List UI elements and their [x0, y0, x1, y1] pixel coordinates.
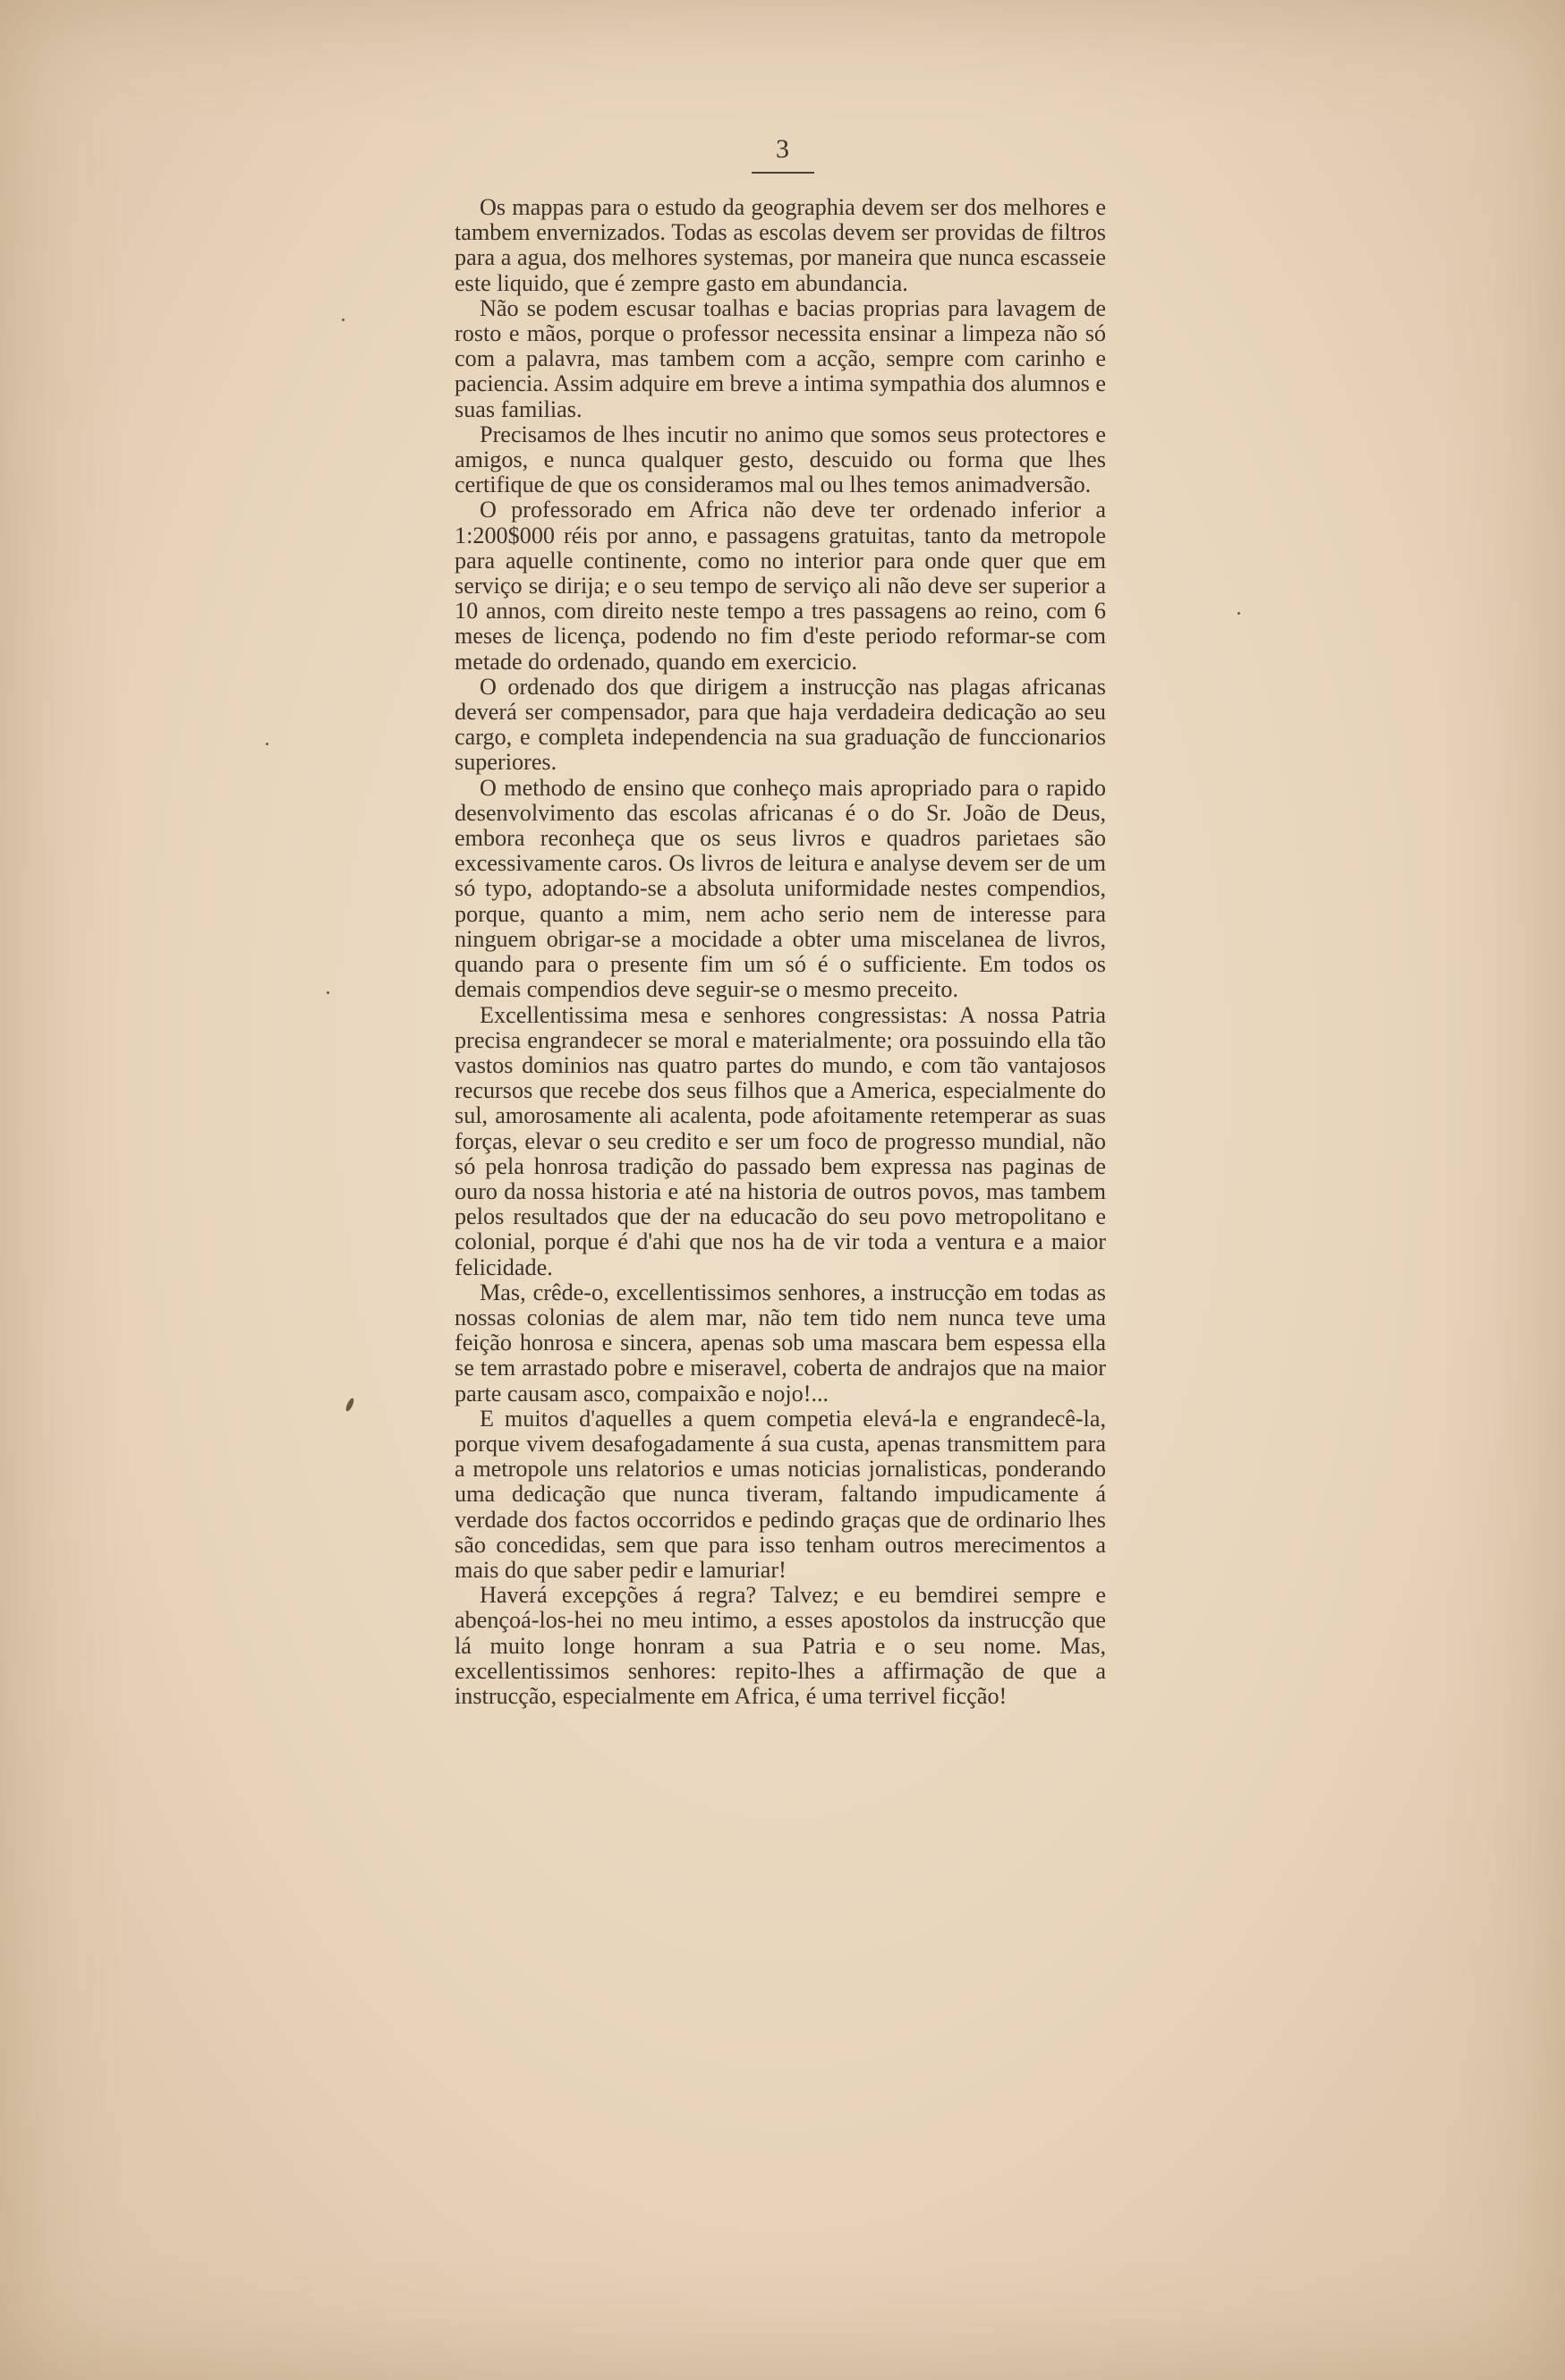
paragraph: Precisamos de lhes incutir no animo que somos seus protectores e amigos, e nunca qualquer gesto, descuido ou forma que lhes certifique de que os consideramos mal ou lhes temos animadversão. — [455, 421, 1106, 498]
page-number-rule — [752, 172, 814, 174]
page-number: 3 — [776, 134, 790, 164]
ink-speck — [342, 319, 344, 321]
ink-speck — [327, 991, 329, 994]
paragraph: Mas, crêde-o, excellentissimos senhores, a instrucção em todas as nossas colonias de alem mar, não tem tido nem nunca teve uma feição honrosa e sincera, apenas sob uma mascara bem espessa ella se tem arrastado pobre e miseravel, coberta de andrajos que na maior parte causam asco, compaixão e nojo!... — [455, 1279, 1106, 1407]
ink-speck — [266, 743, 268, 745]
paragraph: O ordenado dos que dirigem a instrucção nas plagas africanas deverá ser compensador, para que haja verdadeira dedicação ao seu cargo, e completa independencia na sua graduação de funccionarios superiores. — [455, 673, 1106, 776]
paragraph: Os mappas para o estudo da geographia devem ser dos melhores e tambem envernizados. Todas as escolas devem ser providas de filtros para a agua, dos melhores systemas, por maneira que nunca escasseie este liquido, que é zempre gasto em abundancia. — [455, 194, 1106, 296]
paragraph: O methodo de ensino que conheço mais apropriado para o rapido desenvolvimento das escolas africanas é o do Sr. João de Deus, embora reconheça que os seus livros e quadros parietaes são excessivamente caros. Os livros de leitura e analyse devem ser de um só typo, adoptando-se a absoluta uniformidade nestes compendios, porque, quanto a mim, nem acho serio nem de interesse para ninguem obrigar-se a mocidade a obter uma miscelanea de livros, quando para o presente fim um só é o sufficiente. Em todos os demais compendios deve seguir-se o mesmo preceito. — [455, 774, 1106, 1003]
paragraph: Excellentissima mesa e senhores congressistas: A nossa Patria precisa engrandecer se moral e materialmente; ora possuindo ella tão vastos dominios nas quatro partes do mundo, e com tão vantajosos recursos que recebe dos seus filhos que a America, especialmente do sul, amorosamente ali acalenta, pode afoitamente retemperar as suas forças, elevar o seu credito e ser um foco de progresso mundial, não só pela honrosa tradição do passado bem expressa nas paginas de ouro da nossa historia e até na historia de outros povos, mas tambem pelos resultados que der na educacão do seu povo metropolitano e colonial, porque é d'ahi que nos ha de vir toda a ventura e a maior felicidade. — [455, 1001, 1106, 1280]
paragraph: Não se podem escusar toalhas e bacias proprias para lavagem de rosto e mãos, porque o professor necessita ensinar a limpeza não só com a palavra, mas tambem com a acção, sempre com carinho e paciencia. Assim adquire em breve a intima sympathia dos alumnos e suas familias. — [455, 294, 1106, 422]
ink-speck — [1238, 612, 1240, 615]
paragraph: O professorado em Africa não deve ter ordenado inferior a 1:200$000 réis por anno, e passagens gratuitas, tanto da metropole para aquelle continente, como no interior para onde quer que em serviço se dirija; e o seu tempo de serviço ali não deve ser superior a 10 annos, com direito neste tempo a tres passagens ao reino, com 6 meses de licença, podendo no fim d'este periodo reformar-se com metade do ordenado, quando em exercicio. — [455, 497, 1106, 675]
body-text — [455, 195, 1106, 1709]
paragraph: Haverá excepções á regra? Talvez; e eu bemdirei sempre e abençoá-los-hei no meu intimo, a esses apostolos da instrucção que lá muito longe honram a sua Patria e o seu nome. Mas, excellentissimos senhores: repito-lhes a affirmação de que a instrucção, especialmente em Africa, é uma terrivel ficção! — [455, 1582, 1106, 1709]
paragraph: E muitos d'aquelles a quem competia elevá-la e engrandecê-la, porque vivem desafogadamente á sua custa, apenas transmittem para a metropole uns relatorios e umas noticias jornalisticas, ponderando uma dedicação que nunca tiveram, faltando impudicamente á verdade dos factos occorridos e pedindo graças que de ordinario lhes são concedidas, sem que para isso tenham outros merecimentos a mais do que saber pedir e lamuriar! — [455, 1405, 1106, 1583]
ink-speck — [344, 1397, 355, 1412]
